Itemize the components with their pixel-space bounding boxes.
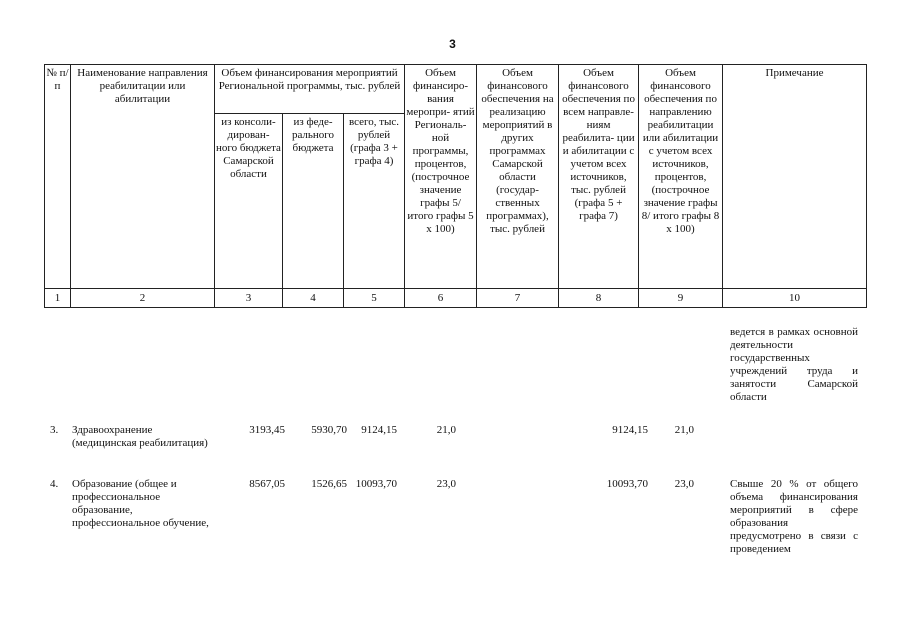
header-group-financing: Объем финансирования мероприятий Региональной программы, тыс. рублей — [215, 65, 405, 114]
row-number: 3. — [50, 424, 59, 436]
header-col-1: № п/п — [45, 65, 71, 289]
header-col-5: всего, тыс. рублей (графа 3 + графа 4) — [344, 114, 405, 289]
column-number: 1 — [45, 289, 71, 308]
column-number: 10 — [723, 289, 867, 308]
row-percent: 23,0 — [436, 478, 456, 490]
row-total: 10093,70 — [355, 478, 397, 490]
column-number: 5 — [344, 289, 405, 308]
row-all-sources: 9124,15 — [612, 424, 648, 436]
row-regional-budget: 3193,45 — [249, 424, 285, 436]
column-number: 4 — [283, 289, 344, 308]
column-number: 7 — [477, 289, 559, 308]
row-total: 9124,15 — [361, 424, 397, 436]
row-direction-name: Здравоохранение (медицинская реабилитация) — [72, 424, 208, 449]
page-number: 3 — [449, 37, 456, 51]
header-col-4: из феде- рального бюджета — [283, 114, 344, 289]
header-col-6: Объем финансиро- вания меропри- ятий Региональ- ной программы, процентов, (построчное значение графы 5/ итого графы 5 x 100) — [405, 65, 477, 289]
row-all-sources: 10093,70 — [606, 478, 648, 490]
column-number: 3 — [215, 289, 283, 308]
column-number: 9 — [639, 289, 723, 308]
row-note: Свыше 20 % от общего объема финансирования мероприятий в сфере образования предусмотрено в связи с проведением — [730, 478, 858, 555]
header-col-2: Наименование направления реабилитации или абилитации — [71, 65, 215, 289]
column-number: 6 — [405, 289, 477, 308]
header-col-3: из консоли- дирован- ного бюджета Самарской области — [215, 114, 283, 289]
header-col-10: Примечание — [723, 65, 867, 289]
column-number-row — [45, 289, 867, 308]
table-header — [44, 64, 867, 308]
row-number: 4. — [50, 478, 59, 490]
row-direction-name: Образование (общее и профессиональное образование, профессиональное обучение, — [72, 478, 209, 529]
row-regional-budget: 8567,05 — [249, 478, 285, 490]
row-all-sources-percent: 21,0 — [674, 424, 694, 436]
row-federal-budget: 1526,65 — [311, 478, 347, 490]
note-continuation: ведется в рамках основной деятельности государственных учреждений труда и занятости Самарской области — [730, 326, 858, 403]
row-all-sources-percent: 23,0 — [674, 478, 694, 490]
row-federal-budget: 5930,70 — [311, 424, 347, 436]
row-percent: 21,0 — [436, 424, 456, 436]
column-number: 2 — [71, 289, 215, 308]
column-number: 8 — [559, 289, 639, 308]
header-col-8: Объем финансового обеспечения по всем направле- ниям реабилита- ции и абилитации с учетом всех источников, тыс. рублей (графа 5 + графа 7) — [559, 65, 639, 289]
header-col-9: Объем финансового обеспечения по направлению реабилитации или абилитации с учетом всех источников, процентов, (построчное значение графы 8/ итого графы 8 x 100) — [639, 65, 723, 289]
header-col-7: Объем финансового обеспечения на реализацию мероприятий в других программах Самарской области (государ- ственных программах), тыс. рублей — [477, 65, 559, 289]
